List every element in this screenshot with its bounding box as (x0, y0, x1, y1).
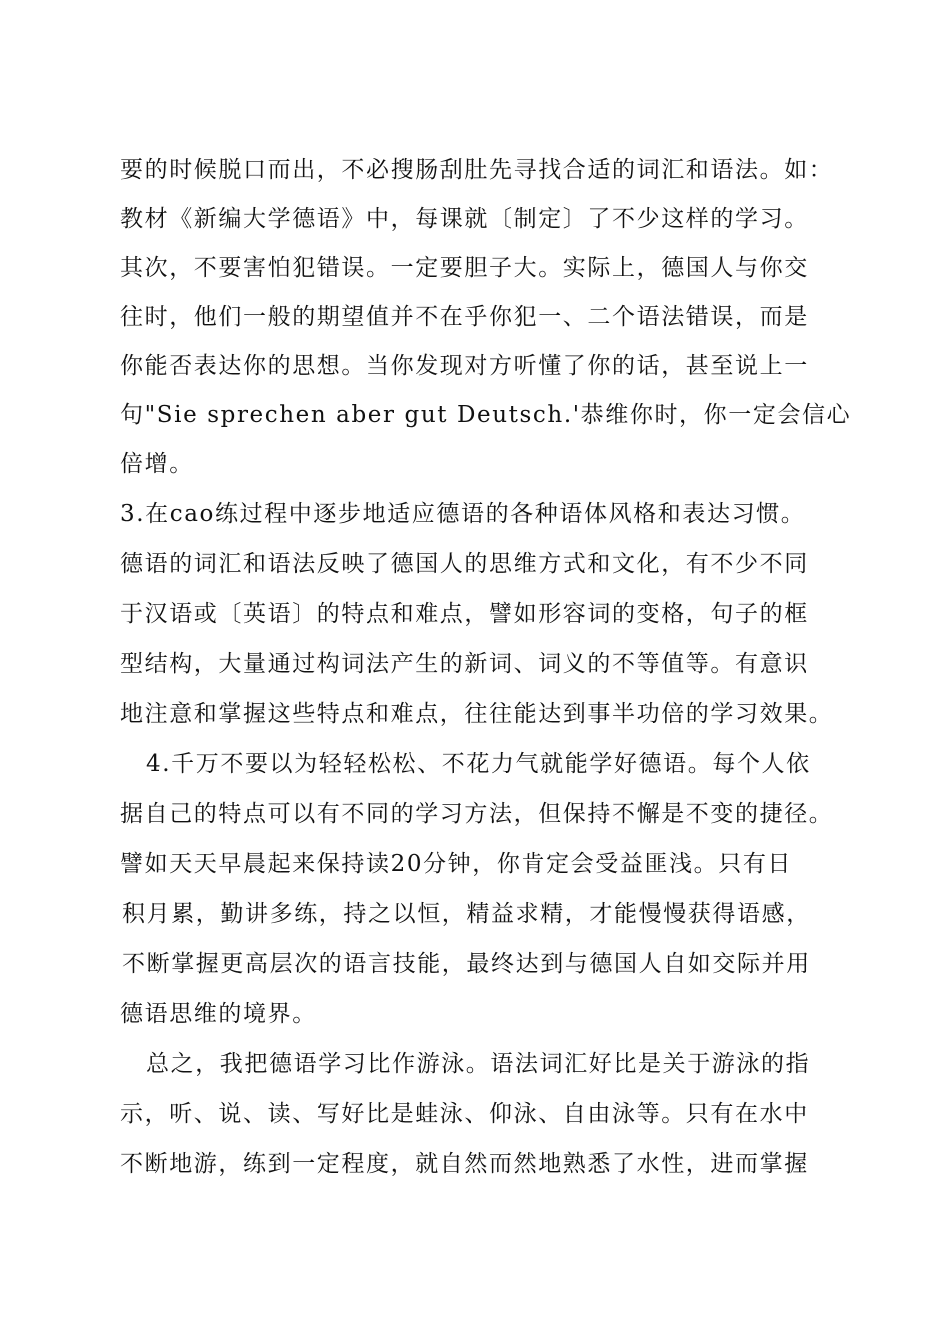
text-line: 德语的词汇和语法反映了德国人的思维方式和文化，有不少不同 (120, 551, 809, 577)
text-line: 3.在cao练过程中逐步地适应德语的各种语体风格和表达习惯。 (120, 501, 806, 527)
text-line: 示，听、说、读、写好比是蛙泳、仰泳、自由泳等。只有在水中 (120, 1101, 809, 1127)
text-line: 教材《新编大学德语》中，每课就〔制定〕了不少这样的学习。 (120, 206, 809, 232)
text-line: 总之，我把德语学习比作游泳。语法词汇好比是关于游泳的指 (146, 1051, 811, 1077)
text-line: 你能否表达你的思想。当你发现对方听懂了你的话，甚至说上一 (120, 353, 809, 379)
text-line: 其次，不要害怕犯错误。一定要胆子大。实际上，德国人与你交 (120, 255, 809, 281)
text-line: 于汉语或〔英语〕的特点和难点，譬如形容词的变格，句子的框 (120, 601, 809, 627)
text-line: 要的时候脱口而出，不必搜肠刮肚先寻找合适的词汇和语法。如： (120, 157, 834, 183)
text-line: 倍增。 (120, 451, 194, 477)
text-line: 地注意和掌握这些特点和难点，往往能达到事半功倍的学习效果。 (120, 701, 834, 727)
text-line: 譬如天天早晨起来保持读20分钟，你肯定会受益匪浅。只有日 (120, 851, 793, 877)
text-line: 4.千万不要以为轻轻松松、不花力气就能学好德语。每个人依 (146, 751, 811, 777)
text-line: 积月累，勤讲多练，持之以恒，精益求精，才能慢慢获得语感， (122, 901, 811, 927)
text-line: 据自己的特点可以有不同的学习方法，但保持不懈是不变的捷径。 (120, 801, 834, 827)
text-line: 德语思维的境界。 (120, 1001, 317, 1027)
text-line: 型结构，大量通过构词法产生的新词、词义的不等值等。有意识 (120, 651, 809, 677)
text-line: 不断掌握更高层次的语言技能，最终达到与德国人自如交际并用 (122, 951, 811, 977)
text-line: 往时，他们一般的期望值并不在乎你犯一、二个语法错误，而是 (120, 304, 809, 330)
text-line: 句"Sie sprechen aber gut Deutsch.'恭维你时，你一定会信心 (120, 402, 852, 428)
text-line: 不断地游，练到一定程度，就自然而然地熟悉了水性，进而掌握 (120, 1151, 809, 1177)
